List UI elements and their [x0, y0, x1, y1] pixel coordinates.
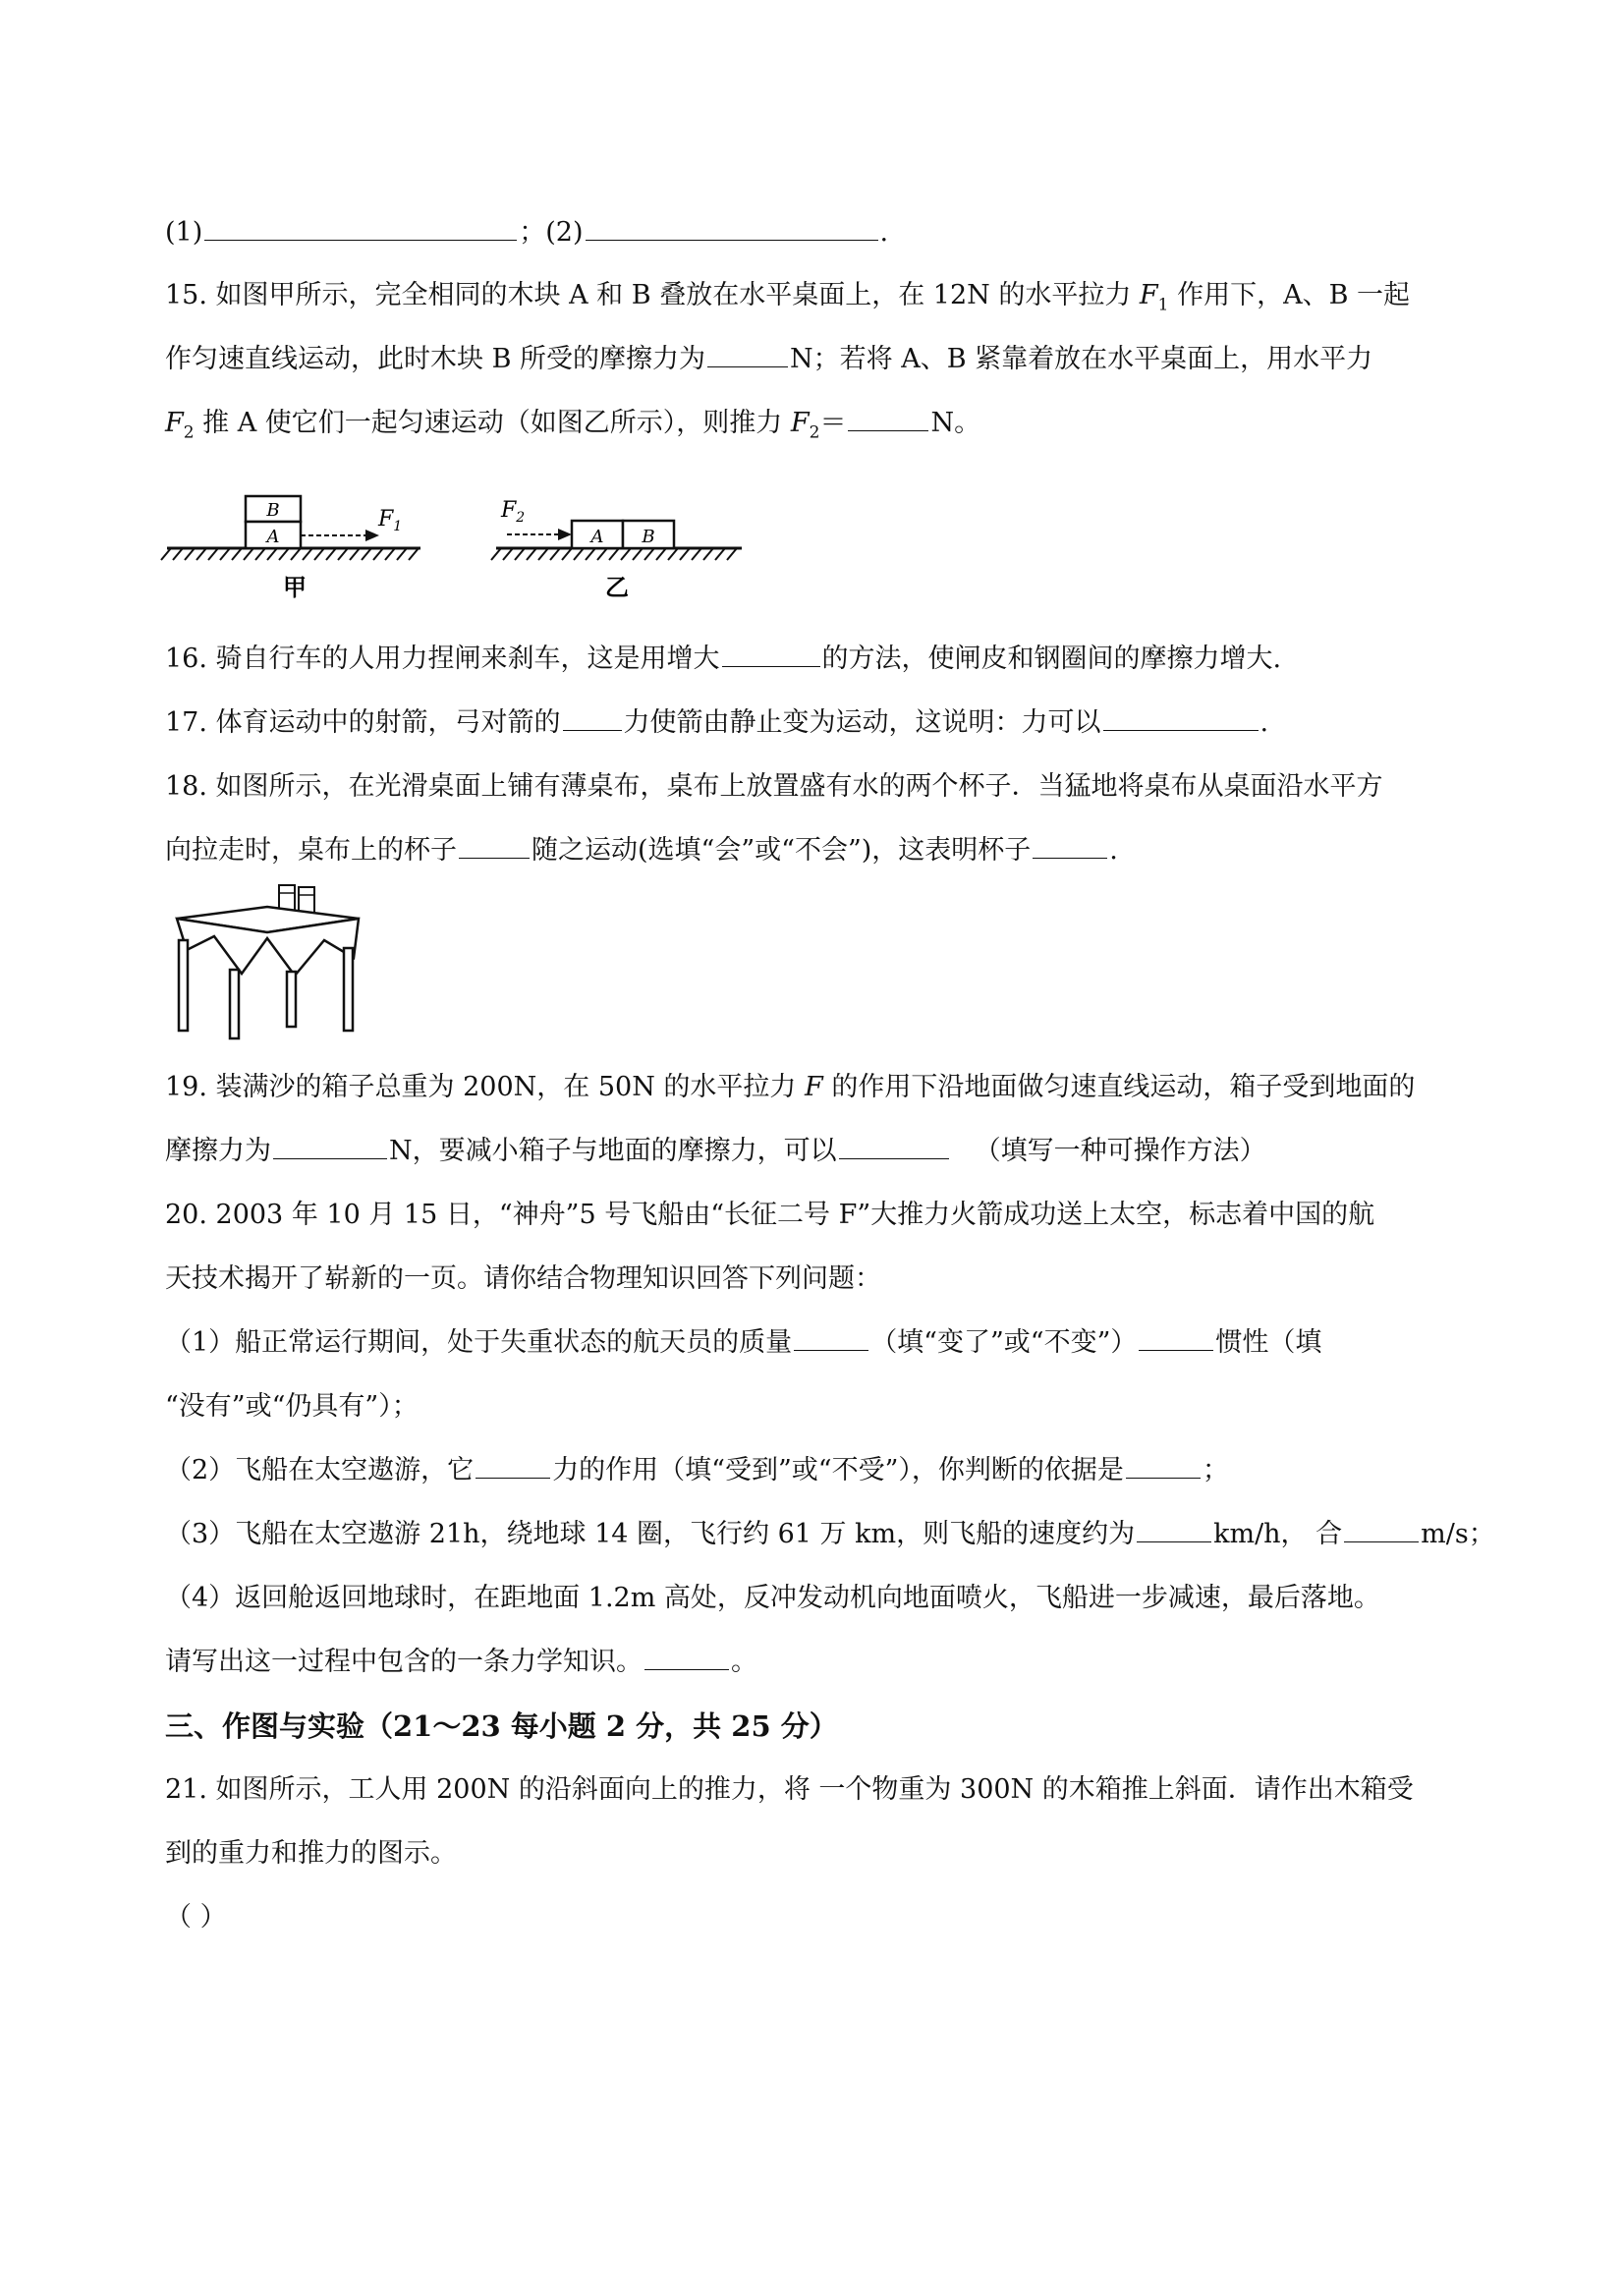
- svg-text:B: B: [642, 527, 655, 547]
- q19-blank-2[interactable]: [839, 1135, 949, 1159]
- q17-blank-1[interactable]: [563, 706, 622, 731]
- q20-p1-line: （1）船正常运行期间，处于失重状态的航天员的质量 （填“变了”或“不变”） 惯性（填: [165, 1327, 1322, 1358]
- q14-part2-label: (2): [545, 217, 584, 248]
- q20-p2-blank-1[interactable]: [476, 1454, 550, 1479]
- q20-p4-blank[interactable]: [644, 1646, 729, 1670]
- arrow-f2: [558, 529, 572, 540]
- leg-3: [287, 972, 296, 1027]
- q14-end: .: [879, 217, 889, 248]
- q16-line: 16. 骑自行车的人用力捏闸来刹车，这是用增大 的方法，使闸皮和钢圈间的摩擦力增大.: [165, 644, 1282, 674]
- q18-line-2: 向拉走时，桌布上的杯子 随之运动(选填“会”或“不会”)，这表明杯子 .: [165, 835, 1118, 866]
- q20-line-1: 20. 2003 年 10 月 15 日，“神舟”5 号飞船由“长征二号 F”大推力火箭成功送上太空，标志着中国的航: [165, 1200, 1375, 1230]
- label-f1: $F_1$: [378, 507, 403, 534]
- q18-line-1: 18. 如图所示，在光滑桌面上铺有薄桌布，桌布上放置盛有水的两个杯子．当猛地将桌布从桌面沿水平方: [165, 771, 1383, 802]
- q14-sep: ；: [519, 217, 546, 248]
- q15-blank-force[interactable]: [848, 407, 928, 431]
- q18-blank-2[interactable]: [1033, 834, 1107, 859]
- label-yi: 乙: [605, 573, 629, 601]
- q21-answer-parens[interactable]: （ ）: [165, 1902, 227, 1932]
- q17-blank-2[interactable]: [1103, 706, 1259, 731]
- q17-line: 17. 体育运动中的射箭，弓对箭的 力使箭由静止变为运动，这说明：力可以 .: [165, 707, 1269, 738]
- q20-p2-line: （2）飞船在太空遨游，它 力的作用（填“受到”或“不受”），你判断的依据是 ；: [165, 1455, 1229, 1485]
- q20-line-2: 天技术揭开了崭新的一页。请你结合物理知识回答下列问题：: [165, 1263, 881, 1294]
- leg-1: [179, 940, 188, 1031]
- q15-line-1: 15. 如图甲所示，完全相同的木块 A 和 B 叠放在水平桌面上，在 12N 的水平拉力 $F_1$ 作用下，A、B 一起: [165, 280, 1410, 315]
- q21-line-2: 到的重力和推力的图示。: [165, 1838, 457, 1869]
- q20-p3-line: （3）飞船在太空遨游 21h，绕地球 14 圈，飞行约 61 万 km，则飞船的速度约为 km/h， 合 m/s；: [165, 1519, 1495, 1549]
- q20-p2-blank-2[interactable]: [1126, 1454, 1201, 1479]
- section-3-heading: 三、作图与实验（21～23 每小题 2 分，共 25 分）: [165, 1709, 838, 1743]
- q15-line-2: 作匀速直线运动，此时木块 B 所受的摩擦力为 N；若将 A、B 紧靠着放在水平桌面上，用水平力: [165, 344, 1373, 374]
- q20-p1-blank-1[interactable]: [794, 1326, 868, 1351]
- q18-table-figure: [157, 879, 368, 1041]
- q14-part1-label: (1): [165, 217, 203, 248]
- q14-blank-2[interactable]: [586, 216, 878, 241]
- q18-blank-1[interactable]: [459, 834, 530, 859]
- label-jia: 甲: [283, 573, 307, 601]
- q15-figure: [157, 481, 756, 609]
- q20-p4-line: （4）返回舱返回地球时，在距地面 1.2m 高处，反冲发动机向地面喷火，飞船进一步减速，最后落地。: [165, 1583, 1380, 1613]
- q14-answer-line: [165, 214, 1472, 252]
- leg-4: [344, 948, 353, 1031]
- q20-p3-blank-1[interactable]: [1137, 1518, 1211, 1542]
- label-f2: $F_2$: [501, 498, 526, 526]
- svg-text:A: A: [590, 527, 604, 547]
- q20-p1-blank-2[interactable]: [1139, 1326, 1213, 1351]
- q16-blank[interactable]: [722, 643, 820, 667]
- q20-p4-line-2: 请写出这一过程中包含的一条力学知识。 。: [165, 1647, 757, 1677]
- q14-blank-1[interactable]: [204, 216, 517, 241]
- q19-line-1: 19. 装满沙的箱子总重为 200N，在 50N 的水平拉力 F 的作用下沿地面做匀速直线运动，箱子受到地面的: [165, 1072, 1416, 1102]
- q19-blank-1[interactable]: [273, 1135, 387, 1159]
- q21-line-1: 21. 如图所示，工人用 200N 的沿斜面向上的推力，将 一个物重为 300N 的木箱推上斜面．请作出木箱受: [165, 1774, 1414, 1805]
- cup-2: [299, 887, 314, 913]
- label-b: B: [266, 500, 280, 521]
- q20-p3-blank-2[interactable]: [1344, 1518, 1419, 1542]
- leg-2: [230, 970, 239, 1038]
- arrow-f1: [365, 530, 379, 541]
- q19-line-2: 摩擦力为 N，要减小箱子与地面的摩擦力，可以 （填写一种可操作方法）: [165, 1136, 1266, 1166]
- q20-p1-line-2: “没有”或“仍具有”）；: [165, 1391, 419, 1422]
- label-a: A: [266, 527, 280, 547]
- q15-blank-friction[interactable]: [707, 343, 788, 367]
- q15-line-3: $F_2$ 推 A 使它们一起匀速运动（如图乙所示），则推力 $F_2= N$。: [165, 408, 981, 443]
